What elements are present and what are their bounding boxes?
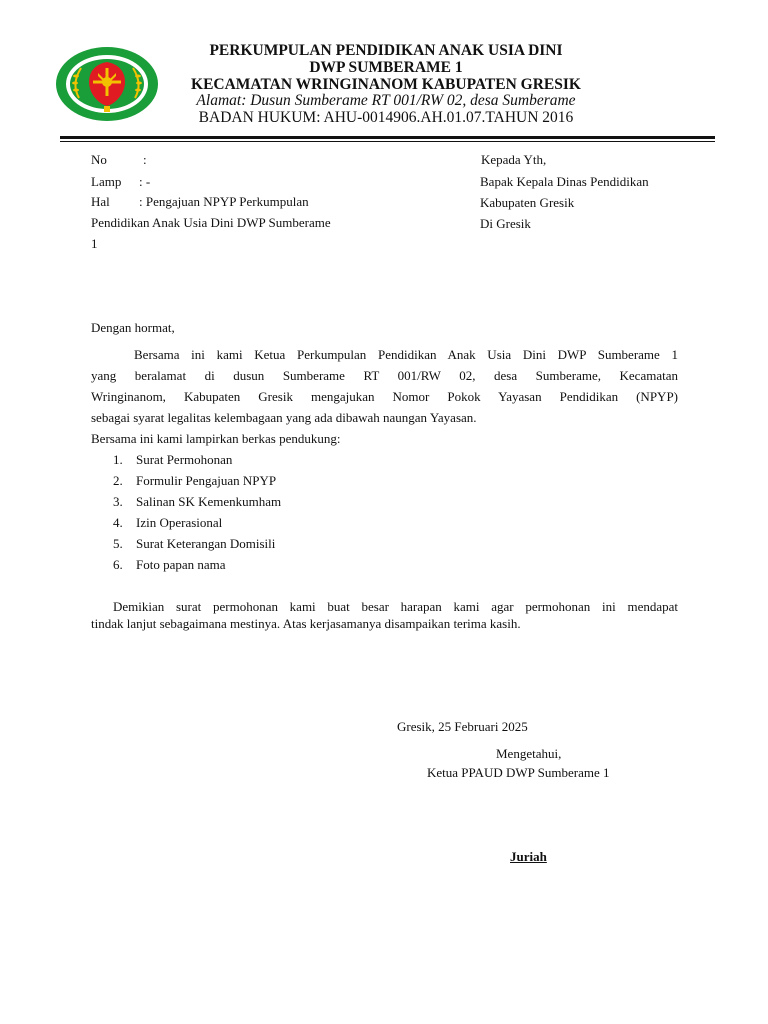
attachment-value: : -: [139, 174, 151, 189]
list-item-number: 4.: [113, 515, 123, 530]
signer-position: Ketua PPAUD DWP Sumberame 1: [427, 765, 610, 780]
subject-label: Hal: [91, 194, 110, 209]
closing-line: Demikian surat permohonan kami buat besar harapan kami agar permohonan ini mendapat: [113, 599, 678, 614]
attachment-label: Lamp: [91, 174, 122, 189]
acknowledgement: Mengetahui,: [496, 746, 562, 761]
greeting: Dengan hormat,: [91, 320, 175, 335]
letterhead-legal-entity: BADAN HUKUM: AHU-0014906.AH.01.07.TAHUN 2016: [198, 109, 574, 126]
list-item: Formulir Pengajuan NPYP: [136, 473, 277, 488]
paragraph-line: sebagai syarat legalitas kelembagaan yang ada dibawah naungan Yayasan.: [91, 410, 477, 425]
recipient-location: Di Gresik: [480, 216, 531, 231]
list-item: Surat Permohonan: [136, 452, 233, 467]
paragraph-line: Bersama ini kami Ketua Perkumpulan Pendidikan Anak Usia Dini DWP Sumberame 1: [134, 347, 678, 362]
closing-line: tindak lanjut sebagaimana mestinya. Atas kerjasamanya disampaikan terima kasih.: [91, 616, 521, 631]
organization-logo: [55, 46, 159, 122]
number-value: :: [143, 152, 147, 167]
subject-continuation-2: 1: [91, 236, 98, 251]
attachments-intro: Bersama ini kami lampirkan berkas pendukung:: [91, 431, 341, 446]
header-divider-thick: [60, 136, 715, 139]
signer-name: Juriah: [510, 849, 547, 864]
list-item-number: 1.: [113, 452, 123, 467]
recipient-salutation: Kepada Yth,: [481, 152, 547, 167]
list-item-number: 6.: [113, 557, 123, 572]
list-item: Salinan SK Kemenkumham: [136, 494, 282, 509]
letterhead-address: Alamat: Dusun Sumberame RT 001/RW 02, desa Sumberame: [196, 92, 576, 109]
subject-continuation: Pendidikan Anak Usia Dini DWP Sumberame: [91, 215, 331, 230]
number-label: No: [91, 152, 107, 167]
list-item: Foto papan nama: [136, 557, 226, 572]
subject-value: : Pengajuan NPYP Perkumpulan: [139, 194, 309, 209]
paragraph-line: Wringinanom, Kabupaten Gresik mengajukan Nomor Pokok Yayasan Pendidikan (NPYP): [91, 389, 678, 404]
place-date: Gresik, 25 Februari 2025: [397, 719, 528, 734]
letterhead-branch: DWP SUMBERAME 1: [309, 59, 463, 76]
letterhead-organization: PERKUMPULAN PENDIDIKAN ANAK USIA DINI: [209, 42, 563, 59]
header-divider-thin: [60, 141, 715, 142]
list-item-number: 5.: [113, 536, 123, 551]
paragraph-line: yang beralamat di dusun Sumberame RT 001/RW 02, desa Sumberame, Kecamatan: [91, 368, 678, 383]
list-item: Surat Keterangan Domisili: [136, 536, 276, 551]
list-item: Izin Operasional: [136, 515, 223, 530]
recipient-office: Kabupaten Gresik: [480, 195, 575, 210]
list-item-number: 3.: [113, 494, 123, 509]
list-item-number: 2.: [113, 473, 123, 488]
recipient-title: Bapak Kepala Dinas Pendidikan: [480, 174, 649, 189]
letterhead-district: KECAMATAN WRINGINANOM KABUPATEN GRESIK: [191, 76, 581, 93]
